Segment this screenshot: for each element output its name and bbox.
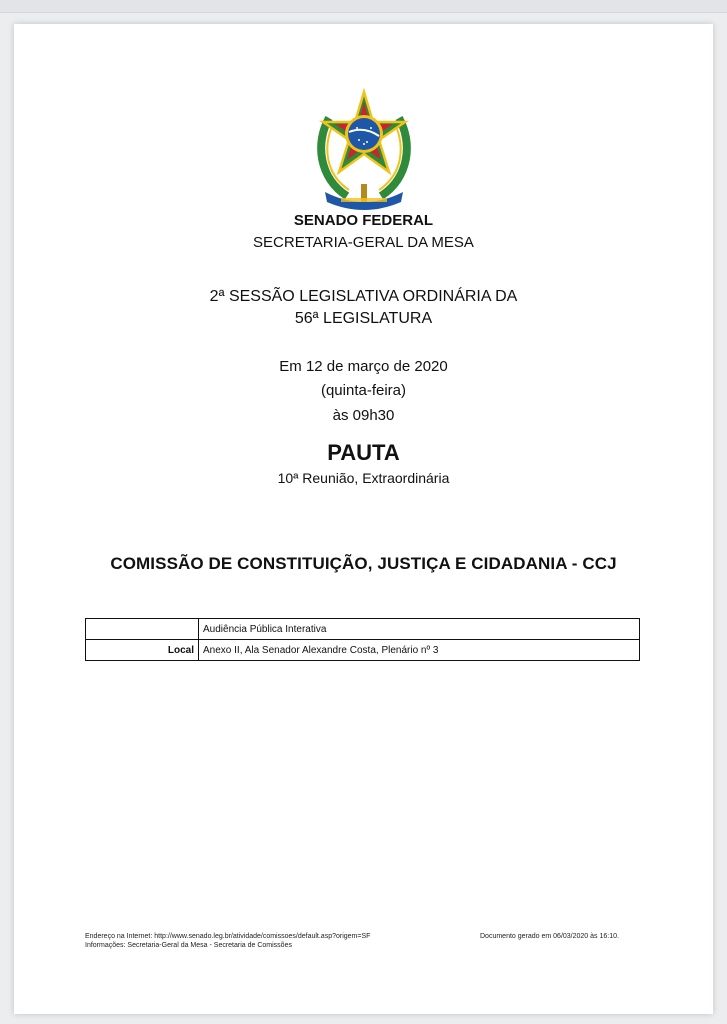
- footer-left: [85, 932, 370, 950]
- meeting-weekday: (quinta-feira): [320, 382, 407, 399]
- brazil-coat-of-arms-icon: [311, 88, 417, 214]
- details-value-local: Anexo II, Ala Senador Alexandre Costa, Plenário nº 3: [199, 640, 640, 661]
- footer-address-link[interactable]: Endereço na Internet: http://www.senado.leg.br/atividade/comissoes/default.asp?origem=SF: [85, 933, 371, 940]
- meeting-time: às 09h30: [332, 407, 395, 424]
- window-top-bar: [0, 0, 727, 13]
- footer-info: Informações: Secretaria-Geral da Mesa - Secretaria de Comissões: [85, 942, 292, 949]
- details-value-type: Audiência Pública Interativa: [199, 619, 640, 640]
- details-key: [86, 619, 199, 640]
- details-table: [85, 618, 640, 661]
- document-page: [14, 24, 713, 1014]
- department-name: SECRETARIA-GERAL DA MESA: [253, 234, 474, 251]
- organization-name: SENADO FEDERAL: [293, 212, 434, 229]
- committee-name: COMISSÃO DE CONSTITUIÇÃO, JUSTIÇA E CIDADANIA - CCJ: [110, 554, 617, 573]
- details-key-local: Local: [86, 640, 199, 661]
- meeting-type: 10ª Reunião, Extraordinária: [277, 470, 450, 486]
- footer-generated: Documento gerado em 06/03/2020 às 16:10.: [480, 933, 619, 940]
- agenda-title: PAUTA: [327, 440, 400, 465]
- session-line-1: 2ª SESSÃO LEGISLATIVA ORDINÁRIA DA: [209, 288, 518, 305]
- table-row: [86, 640, 640, 661]
- meeting-date: Em 12 de março de 2020: [279, 358, 448, 375]
- session-line-2: 56ª LEGISLATURA: [294, 310, 433, 327]
- table-row: [86, 619, 640, 640]
